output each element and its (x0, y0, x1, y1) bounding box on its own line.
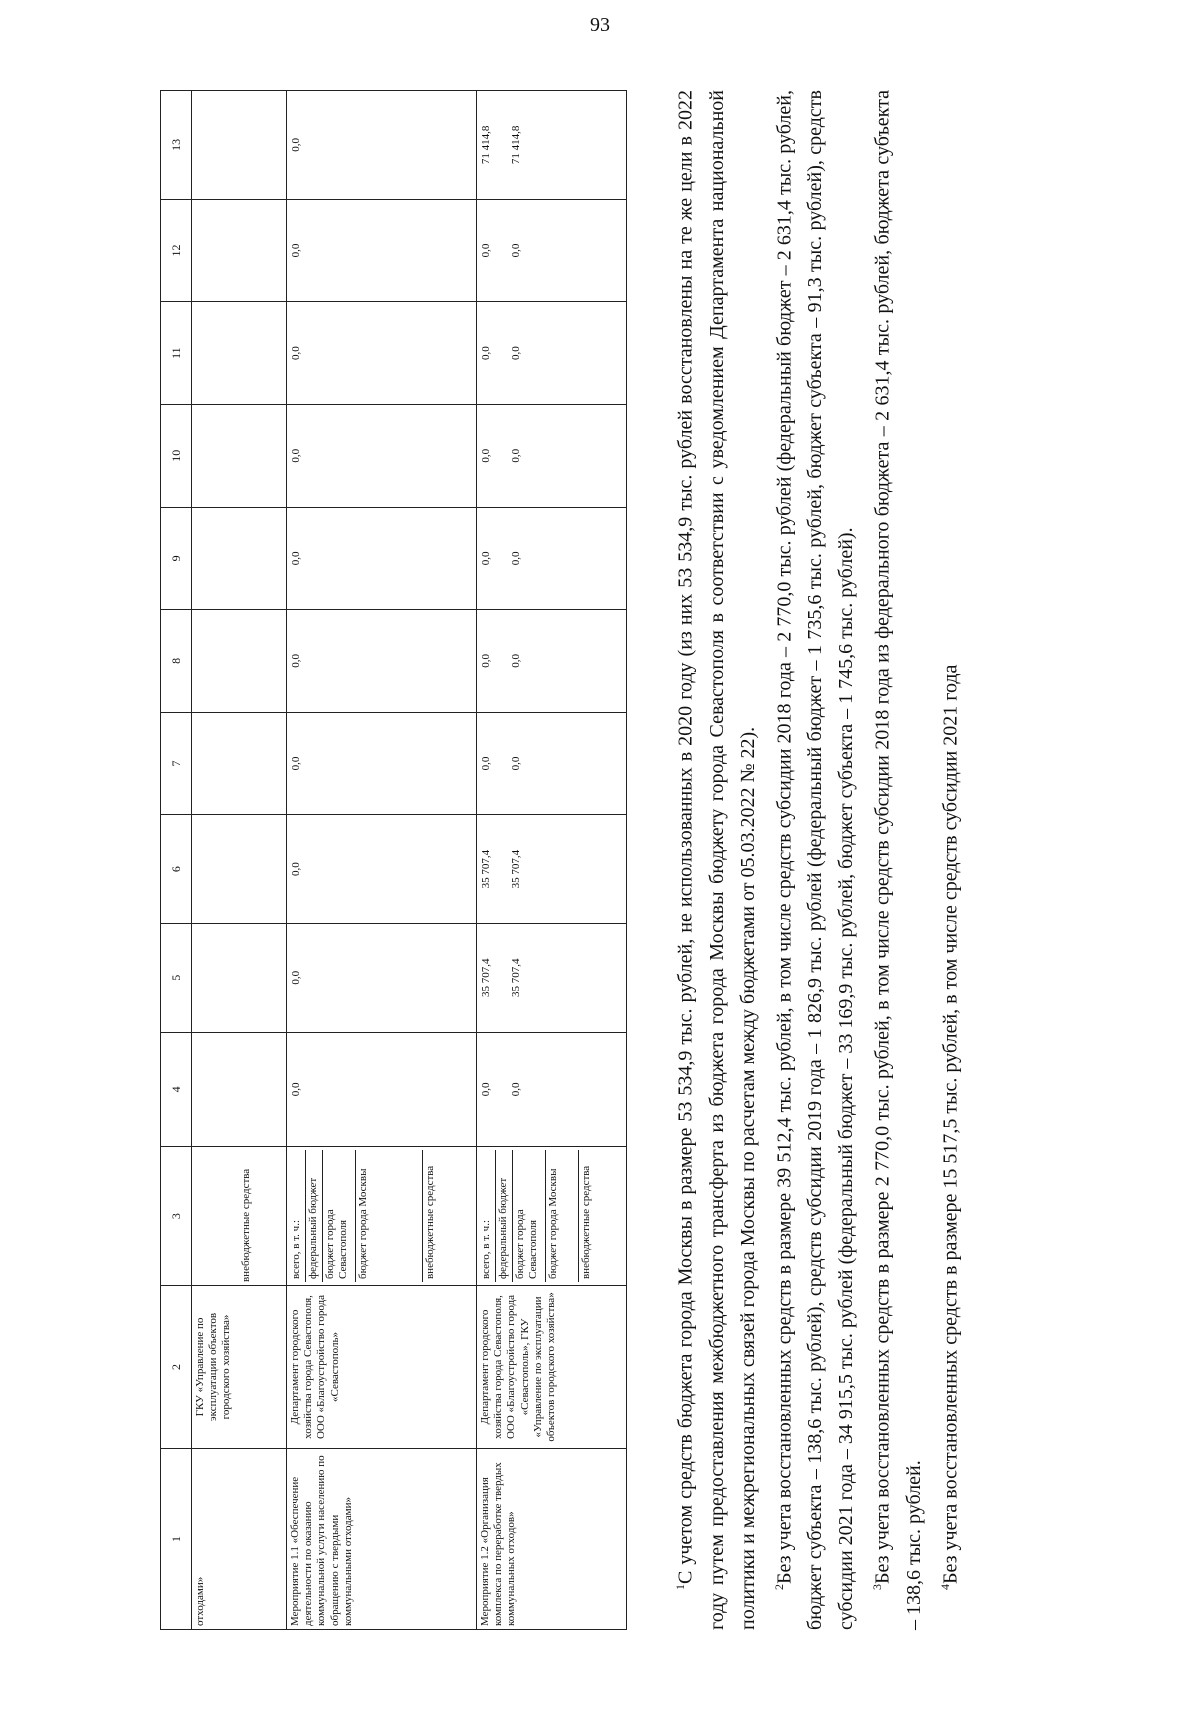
source-extrabudget: внебюджетные средства (424, 1165, 436, 1280)
column-header: 13 (161, 91, 192, 200)
budget-table (160, 90, 627, 1630)
source-moscow: бюджет города Москвы (546, 1150, 579, 1282)
column-header: 4 (161, 1032, 192, 1147)
source-total: всего, в т. ч.: (479, 1150, 496, 1282)
source-total: всего, в т. ч.: (289, 1150, 306, 1282)
footnote-2 (764, 90, 863, 1630)
footnote-mark: 3 (870, 1584, 885, 1590)
footnote-text: С учетом средств бюджета города Москвы в размере 53 534,9 тыс. рублей, не использованных в 2020 году (из них 53 534,9 тыс. рублей восстановлены на те же цели в 2022 году путем предоставления межбюджетного трансферта из бюджета города Москвы бюджету города Севастополя в соответствии с уведомлением Департамента национальной политики и межрегиональных связей города Москвы по расчетам между бюджетами от 05.03.2022 № 22). (674, 90, 759, 1630)
footnotes (665, 90, 967, 1630)
table-row-measure-1-1 (287, 91, 477, 1630)
table-row-continuation (192, 91, 287, 1630)
column-header: 12 (161, 199, 192, 302)
value-cell: 0,0 (287, 404, 477, 507)
source-sevastopol: бюджет города Севастополя (323, 1150, 356, 1282)
value-cell: 0,0 (287, 610, 477, 713)
value-cell: 0,0 (287, 91, 477, 200)
table-row-measure-1-2 (477, 91, 627, 1630)
source-extrabudget: внебюджетные средства (580, 1165, 592, 1280)
executor-cell: Департамент городского хозяйства города Севастополя, ООО «Благоустройство города «Севастополь» (287, 1286, 477, 1449)
value-cell: 0,0 0,0 (477, 199, 627, 302)
footnote-mark: 2 (771, 1584, 786, 1590)
source-sevastopol: бюджет города Севастополя (513, 1150, 546, 1282)
column-header: 5 (161, 923, 192, 1032)
executor-cell: Департамент городского хозяйства города Севастополя, ООО «Благоустройство города «Севастополь», ГКУ «Управление по эксплуатации объектов городского хозяйства» (477, 1286, 627, 1449)
footnote-text: Без учета восстановленных средств в размере 39 512,4 тыс. рублей, в том числе средств субсидии 2018 года – 2 770,0 тыс. рублей (федеральный бюджет – 2 631,4 тыс. рублей, бюджет субъекта – 138,6 тыс. рублей), средств субсидии 2019 года – 1 826,9 тыс. рублей (федеральный бюджет – 1 735,6 тыс. рублей, бюджет субъекта – 91,3 тыс. рублей), средств субсидии 2021 года – 34 915,5 тыс. рублей (федеральный бюджет – 33 169,9 тыс. рублей, бюджет субъекта – 1 745,6 тыс. рублей). (773, 90, 858, 1630)
column-header: 2 (161, 1286, 192, 1449)
source-federal: федеральный бюджет (496, 1150, 513, 1282)
value-cell: 35 707,4 35 707,4 (477, 923, 627, 1032)
value-cell: 0,0 0,0 (477, 1032, 627, 1147)
footnote-text: Без учета восстановленных средств в размере 15 517,5 тыс. рублей, в том числе средств субсидии 2021 года (939, 664, 962, 1584)
value-cell: 0,0 0,0 (477, 507, 627, 610)
executor-cell: ГКУ «Управление по эксплуатации объектов городского хозяйства» (192, 1286, 287, 1449)
value-cell: 0,0 (287, 923, 477, 1032)
measure-name-cell: Мероприятие 1.2 «Организация комплекса по переработке твердых коммунальных отходов» (477, 1448, 627, 1629)
column-header: 10 (161, 404, 192, 507)
value-cell: 0,0 (287, 302, 477, 405)
column-header: 3 (161, 1147, 192, 1286)
value-cell: 0,0 0,0 (477, 610, 627, 713)
column-header: 8 (161, 610, 192, 713)
value-cell: 0,0 (287, 507, 477, 610)
page-number: 93 (590, 14, 610, 36)
table-header-row (161, 91, 192, 1630)
value-cell: 0,0 0,0 (477, 404, 627, 507)
footnote-mark: 1 (673, 1584, 687, 1590)
value-cell: 0,0 (287, 1032, 477, 1147)
value-cell: 0,0 (287, 815, 477, 924)
value-cell: 0,0 (287, 199, 477, 302)
column-header: 1 (161, 1448, 192, 1629)
source-federal: федеральный бюджет (306, 1150, 323, 1282)
value-cell: 0,0 0,0 (477, 302, 627, 405)
column-header: 11 (161, 302, 192, 405)
column-header: 7 (161, 712, 192, 815)
value-cell: 71 414,8 71 414,8 (477, 91, 627, 200)
value-cell: 35 707,4 35 707,4 (477, 815, 627, 924)
value-cell: 0,0 (287, 712, 477, 815)
column-header: 6 (161, 815, 192, 924)
funding-sources-cell (287, 1147, 477, 1286)
footnote-mark: 4 (937, 1584, 952, 1590)
measure-name-cell: отходами» (192, 1448, 287, 1629)
footnote-1 (665, 90, 764, 1630)
footnote-text: Без учета восстановленных средств в размере 2 770,0 тыс. рублей, в том числе средств субсидии 2018 года из федерального бюджета – 2 631,4 тыс. рублей, бюджета субъекта – 138,6 тыс. рублей. (871, 90, 925, 1630)
column-header: 9 (161, 507, 192, 610)
source-moscow: бюджет города Москвы (356, 1150, 423, 1282)
footnote-3 (862, 90, 930, 1630)
rotated-content (160, 90, 1130, 1630)
funding-sources-cell (477, 1147, 627, 1286)
value-cell: 0,0 0,0 (477, 712, 627, 815)
measure-name-cell: Мероприятие 1.1 «Обеспечение деятельности по оказанию коммунальной услуги населению по обращению с твердыми коммунальными отходами» (287, 1448, 477, 1629)
source-cell: внебюджетные средства (192, 1147, 287, 1286)
footnote-4 (930, 90, 967, 1630)
